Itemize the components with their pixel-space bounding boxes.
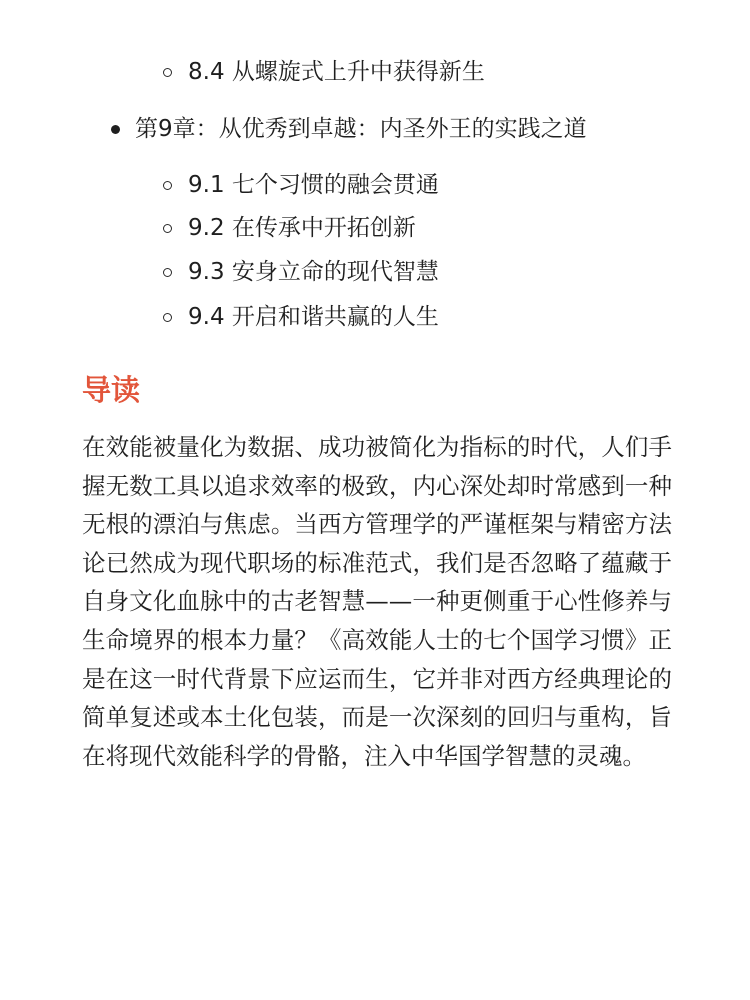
toc-sub-item-label: 9.4 开启和谐共赢的人生 (188, 304, 439, 330)
toc-sub-item-9-4 (163, 302, 439, 332)
toc-sub-item-9-1 (163, 170, 439, 200)
toc-sub-item-9-2 (163, 213, 416, 243)
circle-bullet-icon (163, 313, 172, 322)
circle-bullet-icon (163, 181, 172, 190)
intro-paragraph: 在效能被量化为数据、成功被简化为指标的时代，人们手握无数工具以追求效率的极致，内心深处却时常感到一种无根的漂泊与焦虑。当西方管理学的严谨框架与精密方法论已然成为现代职场的标准范式，我们是否忽略了蕴藏于自身文化血脉中的古老智慧——一种更侧重于心性修养与生命境界的根本力量？《高效能人士的七个国学习惯》正是在这一时代背景下应运而生，它并非对西方经典理论的简单复述或本土化包装，而是一次深刻的回归与重构，旨在将现代效能科学的骨骼，注入中华国学智慧的灵魂。 (82, 433, 672, 770)
toc-sub-item-label: 9.2 在传承中开拓创新 (188, 215, 416, 241)
toc-chapter-label: 第9章：从优秀到卓越：内圣外王的实践之道 (135, 116, 587, 142)
circle-bullet-icon (163, 224, 172, 233)
circle-bullet-icon (163, 68, 172, 77)
toc-chapter-9 (111, 114, 587, 144)
disc-bullet-icon (111, 125, 120, 134)
toc-sub-item-label: 9.3 安身立命的现代智慧 (188, 259, 439, 285)
intro-heading: 导读 (82, 373, 141, 407)
toc-sub-item-8-4 (163, 57, 485, 87)
toc-sub-item-label: 9.1 七个习惯的融会贯通 (188, 172, 439, 198)
toc-sub-item-9-3 (163, 257, 439, 287)
toc-sub-item-label: 8.4 从螺旋式上升中获得新生 (188, 59, 485, 85)
circle-bullet-icon (163, 268, 172, 277)
